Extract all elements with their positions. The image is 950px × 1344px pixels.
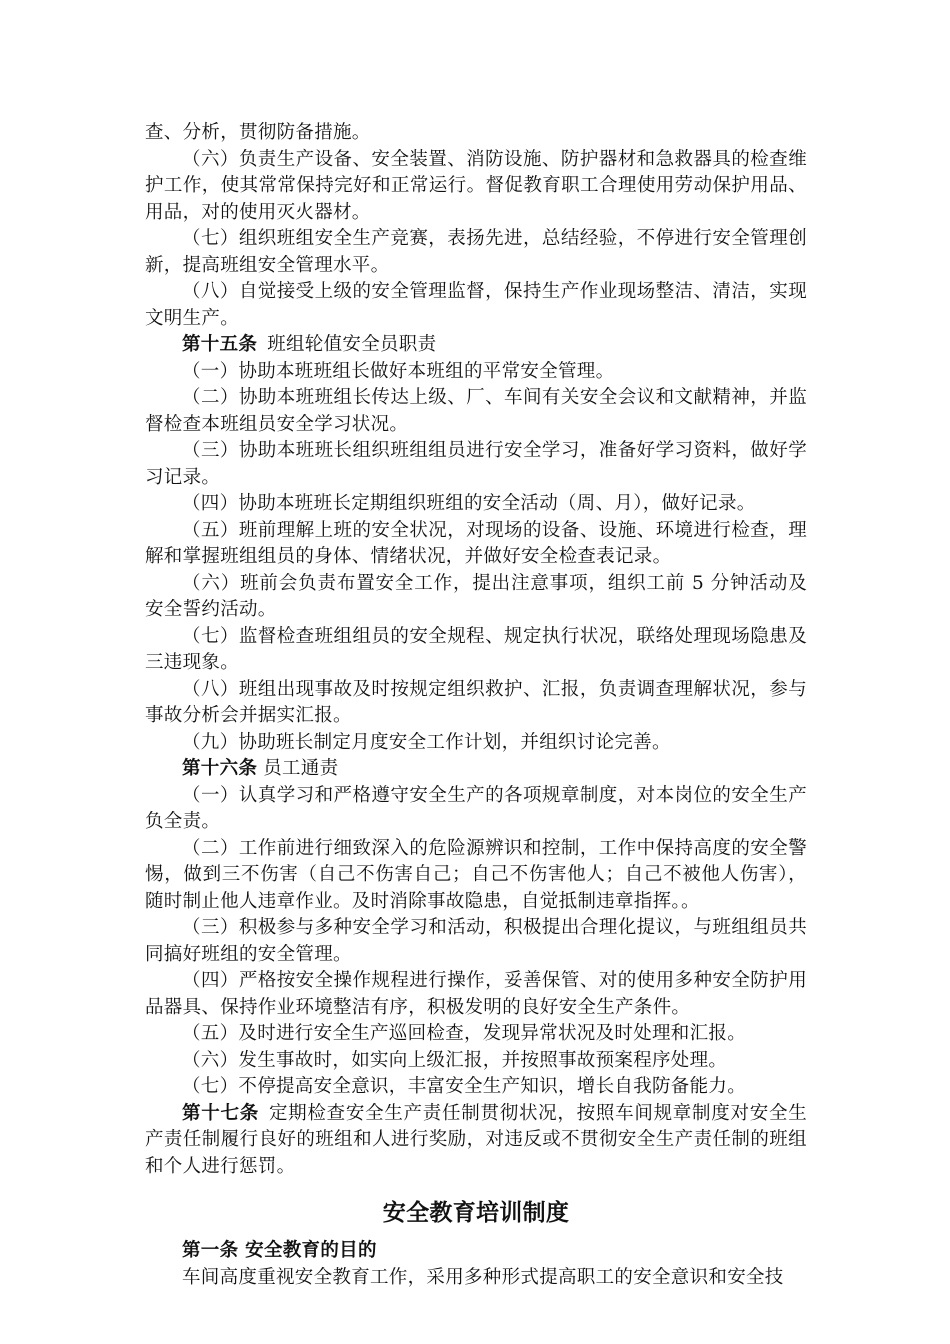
article-16-item: （一）认真学习和严格遵守安全生产的各项规章制度，对本岗位的安全生产负全责。 xyxy=(145,784,807,832)
article-15-title: 班组轮值安全员职责 xyxy=(267,334,437,355)
article-15-item: （七）监督检查班组组员的安全规程、规定执行状况，联络处理现场隐患及三违现象。 xyxy=(145,625,807,673)
article-16-item: （二）工作前进行细致深入的危险源辨识和控制，工作中保持高度的安全警惕，做到三不伤害（自己不伤害自己；自己不伤害他人；自己不被他人伤害），随时制止他人违章作业。及时消除事故隐患，自觉抵制违章指挥。。 xyxy=(145,837,807,912)
section-article-1-heading: 第一条 安全教育的目的 xyxy=(182,1240,377,1261)
article-15-item: （九）协助班长制定月度安全工作计划，并组织讨论完善。 xyxy=(182,731,671,753)
article-16-item: （五）及时进行安全生产巡回检查，发现异常状况及时处理和汇报。 xyxy=(182,1023,747,1044)
article-16-item: （四）严格按安全操作规程进行操作，妥善保管、对的使用多种安全防护用品器具、保持作业环境整洁有序，积极发明的良好安全生产条件。 xyxy=(145,970,807,1018)
article-15-item: （五）班前理解上班的安全状况，对现场的设备、设施、环境进行检查，理解和掌握班组组员的身体、情绪状况，并做好安全检查表记录。 xyxy=(145,519,807,567)
article-15-item: （六）班前会负责布置安全工作，提出注意事项，组织工前 5 分钟活动及安全誓约活动。 xyxy=(145,572,807,620)
article-15-item: （一）协助本班班组长做好本班组的平常安全管理。 xyxy=(182,360,615,382)
article-16-item: （六）发生事故时，如实向上级汇报，并按照事故预案程序处理。 xyxy=(182,1049,728,1071)
article-16-item: （三）积极参与多种安全学习和活动，积极提出合理化提议，与班组组员共同搞好班组的安全管理。 xyxy=(145,917,807,965)
paragraph-item-8: （八）自觉接受上级的安全管理监督，保持生产作业现场整洁、清洁，实现文明生产。 xyxy=(145,281,807,329)
paragraph-continuation: 查、分析，贯彻防备措施。 xyxy=(145,122,371,143)
document-body xyxy=(145,120,807,1291)
article-15-item: （三）协助本班班长组织班组组员进行安全学习，准备好学习资料，做好学习记录。 xyxy=(145,440,807,488)
article-15-item: （四）协助本班班长定期组织班组的安全活动（周、月），做好记录。 xyxy=(182,493,756,514)
article-15-heading xyxy=(145,332,807,359)
paragraph-item-7: （七）组织班组安全生产竞赛，表扬先进，总结经验，不停进行安全管理创新，提高班组安全管理水平。 xyxy=(145,228,807,276)
article-16-item: （七）不停提高安全意识，丰富安全生产知识，增长自我防备能力。 xyxy=(182,1076,747,1097)
article-17-number: 第十七条 xyxy=(182,1102,259,1124)
article-15-item: （八）班组出现事故及时按规定组织救护、汇报，负责调查理解状况，参与事故分析会并据实汇报。 xyxy=(145,678,807,726)
section-title: 安全教育培训制度 xyxy=(382,1200,570,1226)
article-15-number: 第十五条 xyxy=(182,334,258,355)
article-16-heading xyxy=(145,756,807,783)
article-17-paragraph xyxy=(145,1101,807,1181)
paragraph-item-6: （六）负责生产设备、安全装置、消防设施、防护器材和急救器具的检查维护工作，使其常常保持完好和正常运行。督促教育职工合理使用劳动保护用品、用品，对的使用灭火器材。 xyxy=(145,148,807,223)
section-article-1-text: 车间高度重视安全教育工作，采用多种形式提高职工的安全意识和安全技 xyxy=(182,1266,784,1288)
article-15-item: （二）协助本班班组长传达上级、厂、车间有关安全会议和文献精神，并监督检查本班组员安全学习状况。 xyxy=(145,387,807,435)
article-17-text: 定期检查安全生产责任制贯彻状况，按照车间规章制度对安全生产责任制履行良好的班组和人进行奖励，对违反或不贯彻安全生产责任制的班组和个人进行惩罚。 xyxy=(145,1102,808,1177)
article-16-title: 员工通责 xyxy=(263,758,339,779)
article-16-number: 第十六条 xyxy=(182,758,258,779)
